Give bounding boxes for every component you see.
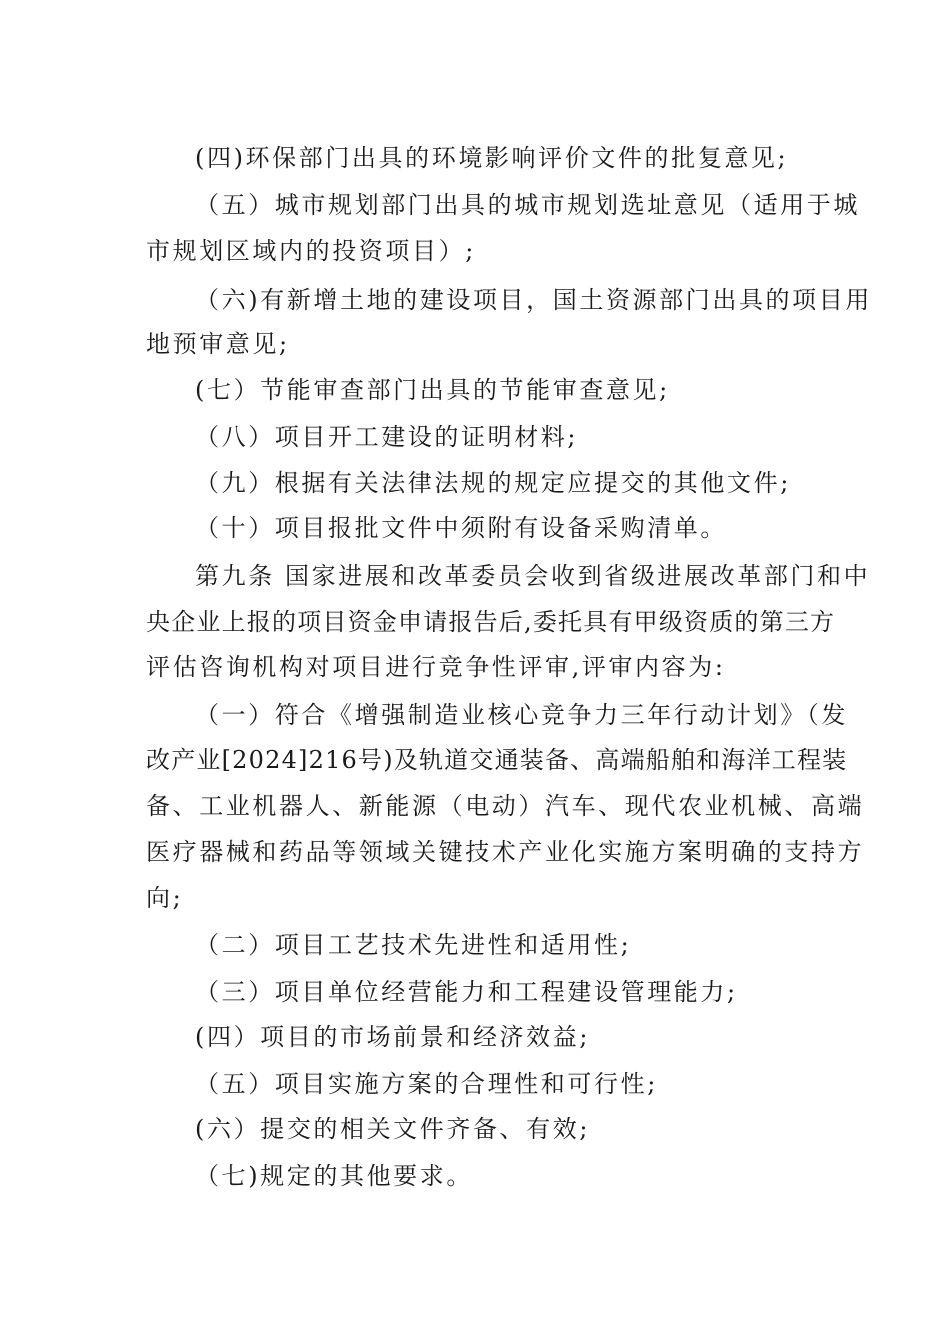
paragraph-line: 央企业上报的项目资金申请报告后,委托具有甲级资质的第三方	[146, 608, 836, 636]
paragraph-line: (七）节能审查部门出具的节能审查意见;	[195, 376, 670, 404]
paragraph-line: （十）项目报批文件中须附有设备采购清单。	[195, 514, 727, 542]
article-heading-line: 第九条 国家进展和改革委员会收到省级进展改革部门和中	[195, 562, 871, 590]
paragraph-line: (四）项目的市场前景和经济效益;	[195, 1023, 591, 1051]
paragraph-line: （六)有新增土地的建设项目，国土资源部门出具的项目用	[195, 286, 872, 314]
paragraph-line: 向;	[146, 884, 184, 912]
paragraph-line: （三）项目单位经营能力和工程建设管理能力;	[195, 978, 738, 1006]
paragraph-line: （八）项目开工建设的证明材料;	[195, 423, 579, 451]
paragraph-line: （七)规定的其他要求。	[195, 1162, 473, 1190]
paragraph-line: 评估咨询机构对项目进行竞争性评审,评审内容为:	[146, 653, 726, 681]
paragraph-line: （二）项目工艺技术先进性和适用性;	[195, 931, 632, 959]
paragraph-line: 市规划区域内的投资项目）;	[146, 237, 476, 265]
paragraph-line: （五）项目实施方案的合理性和可行性;	[195, 1070, 658, 1098]
paragraph-line: (六）提交的相关文件齐备、有效;	[195, 1115, 591, 1143]
paragraph-line: 改产业[2024]216号)及轨道交通装备、高端船舶和海洋工程装	[146, 746, 848, 774]
paragraph-line: 地预审意见;	[146, 330, 290, 358]
paragraph-line: 备、工业机器人、新能源（电动）汽车、现代农业机械、高端	[146, 792, 865, 820]
paragraph-line: 医疗器械和药品等领域关键技术产业化实施方案明确的支持方	[146, 838, 865, 866]
paragraph-line: (四)环保部门出具的环境影响评价文件的批复意见;	[195, 144, 789, 172]
paragraph-line: （一）符合《增强制造业核心竞争力三年行动计划》（发	[195, 701, 848, 729]
paragraph-line: （五）城市规划部门出具的城市规划选址意见（适用于城	[195, 191, 860, 219]
paragraph-line: （九）根据有关法律法规的规定应提交的其他文件;	[195, 469, 791, 497]
